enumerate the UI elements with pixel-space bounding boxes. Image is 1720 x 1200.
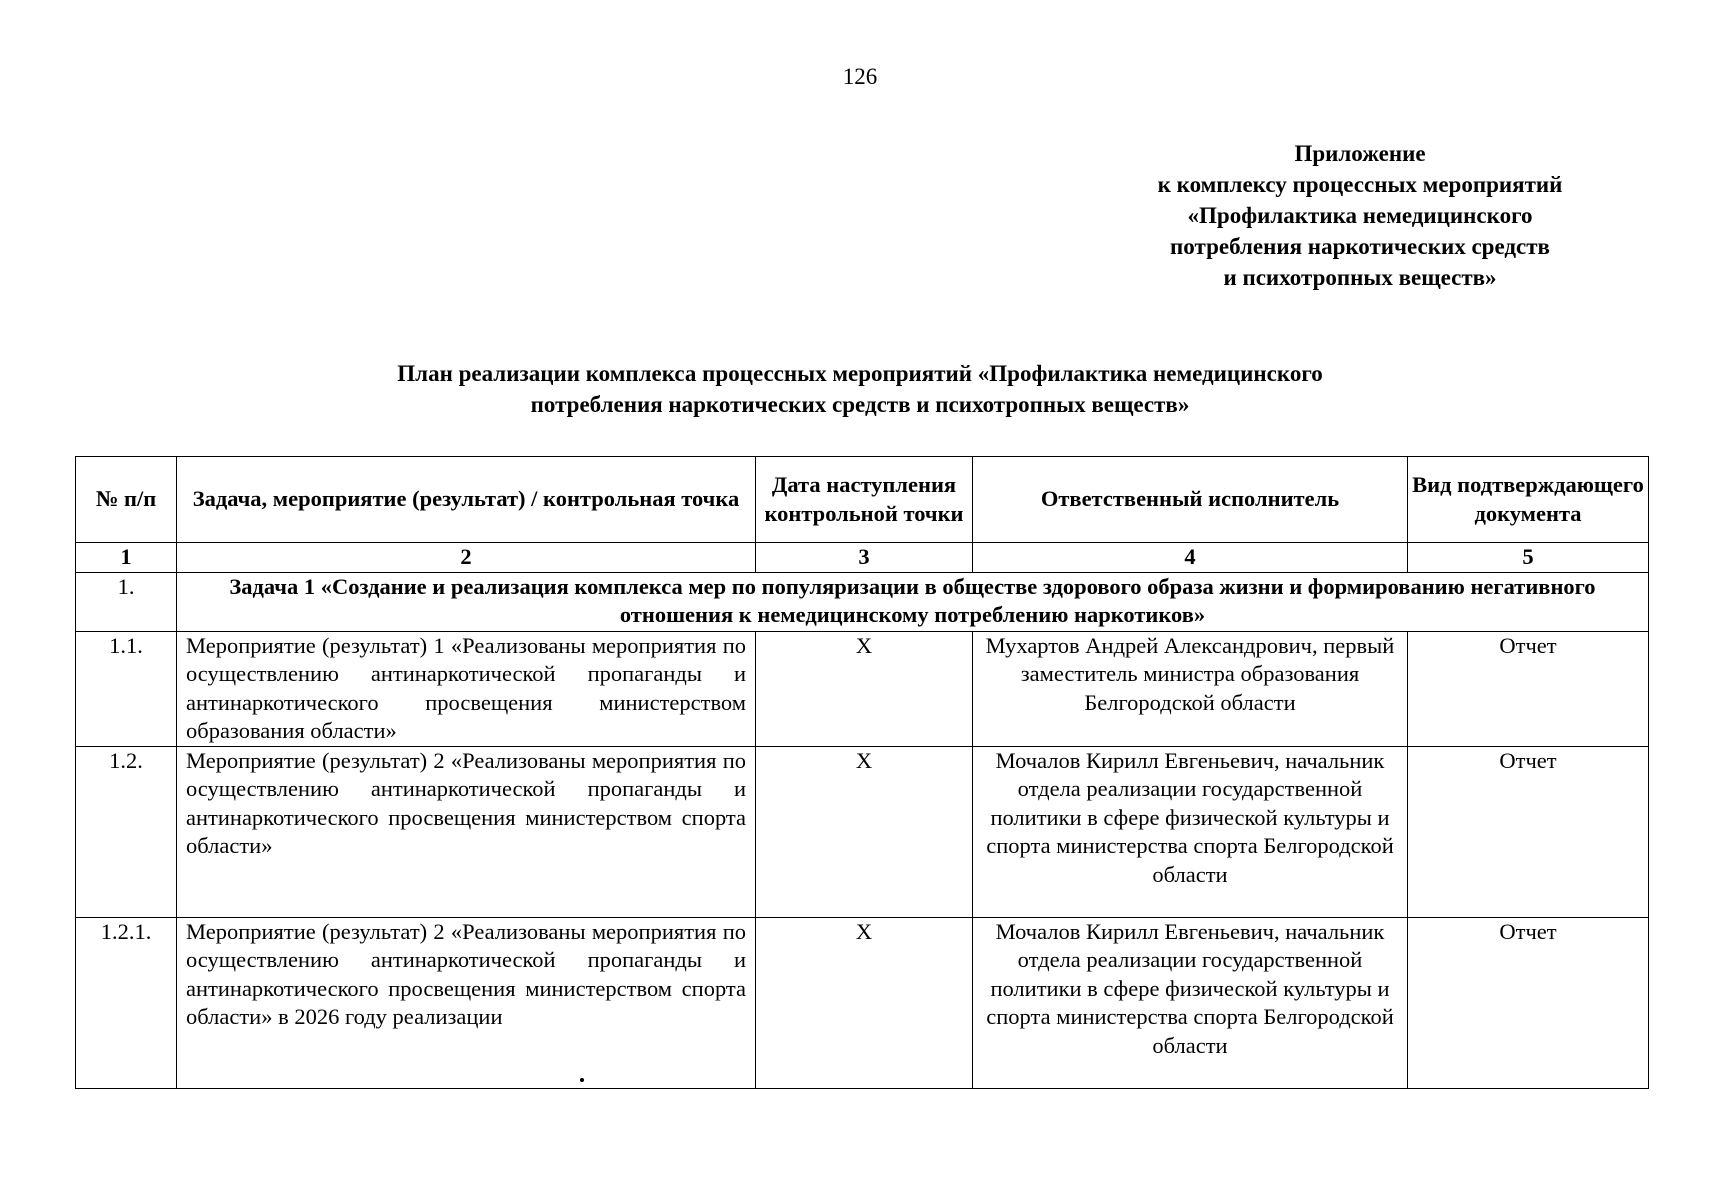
table-row — [76, 631, 1649, 746]
row-description: Мероприятие (результат) 2 «Реализованы мероприятия по осуществлению антинаркотической пропаганды и антинаркотического просвещения министерством спорта области» — [177, 746, 756, 917]
scan-speck — [580, 1078, 584, 1082]
appendix-line: «Профилактика немедицинского — [1187, 203, 1533, 228]
row-responsible: Мухартов Андрей Александрович, первый заместитель министра образования Белгородской области — [973, 631, 1408, 746]
row-date: Х — [756, 917, 973, 1088]
column-number-row — [76, 543, 1649, 573]
header-date: Дата наступления контрольной точки — [756, 457, 973, 543]
task-title: Задача 1 «Создание и реализация комплекса мер по популяризации в обществе здорового образа жизни и формированию негативного отношения к немедицинскому потреблению наркотиков» — [177, 572, 1649, 631]
task-num: 1. — [76, 572, 177, 631]
plan-title — [240, 358, 1480, 420]
header-document: Вид подтверждающего документа — [1408, 457, 1649, 543]
page-number: 126 — [842, 64, 878, 89]
column-number: 1 — [76, 543, 177, 573]
row-description: Мероприятие (результат) 2 «Реализованы мероприятия по осуществлению антинаркотической пропаганды и антинаркотического просвещения министерством спорта области» в 2026 году реализации — [177, 917, 756, 1088]
row-description: Мероприятие (результат) 1 «Реализованы мероприятия по осуществлению антинаркотической пропаганды и антинаркотического просвещения министерством образования области» — [177, 631, 756, 746]
plan-table — [75, 456, 1649, 1089]
row-responsible: Мочалов Кирилл Евгеньевич, начальник отдела реализации государственной политики в сфере физической культуры и спорта министерства спорта Белгородской области — [973, 917, 1408, 1088]
plan-title-line: План реализации комплекса процессных мероприятий «Профилактика немедицинского — [397, 361, 1323, 386]
row-num: 1.2.1. — [76, 917, 177, 1088]
row-date: Х — [756, 631, 973, 746]
table-row — [76, 917, 1649, 1088]
appendix-line: потребления наркотических средств — [1170, 234, 1550, 259]
column-number: 4 — [973, 543, 1408, 573]
appendix-block — [1100, 138, 1620, 293]
header-responsible: Ответственный исполнитель — [973, 457, 1408, 543]
appendix-line: и психотропных веществ» — [1223, 265, 1497, 290]
row-document: Отчет — [1408, 917, 1649, 1088]
header-task: Задача, мероприятие (результат) / контрольная точка — [177, 457, 756, 543]
column-number: 5 — [1408, 543, 1649, 573]
header-num: № п/п — [76, 457, 177, 543]
row-num: 1.2. — [76, 746, 177, 917]
row-date: Х — [756, 746, 973, 917]
column-number: 3 — [756, 543, 973, 573]
appendix-line: к комплексу процессных мероприятий — [1157, 172, 1563, 197]
table-row — [76, 746, 1649, 917]
row-document: Отчет — [1408, 631, 1649, 746]
appendix-line: Приложение — [1294, 141, 1426, 166]
header-row — [76, 457, 1649, 543]
row-document: Отчет — [1408, 746, 1649, 917]
plan-title-line: потребления наркотических средств и психотропных веществ» — [530, 392, 1190, 417]
row-num: 1.1. — [76, 631, 177, 746]
task-row — [76, 572, 1649, 631]
column-number: 2 — [177, 543, 756, 573]
row-responsible: Мочалов Кирилл Евгеньевич, начальник отдела реализации государственной политики в сфере физической культуры и спорта министерства спорта Белгородской области — [973, 746, 1408, 917]
